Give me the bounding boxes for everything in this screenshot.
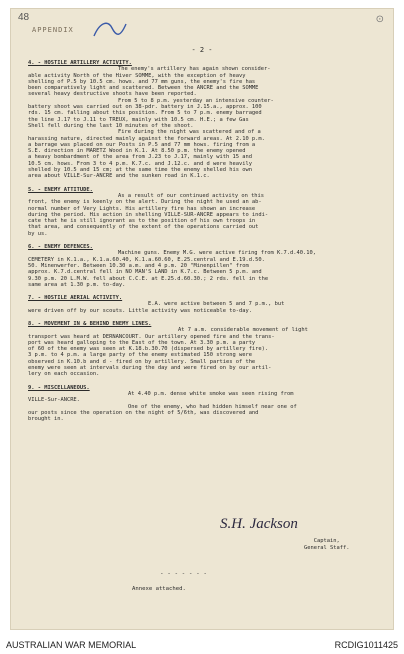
text-line: front, the enemy is keenly on the alert. During the night he used an ab- xyxy=(28,199,262,206)
text-line: S.E. direction in MARETZ Wood in K.1. At 8.50 p.m. the enemy opened xyxy=(28,148,246,155)
text-line: were driven off by our scouts. Little activity was noticeable to-day. xyxy=(28,307,252,314)
section-text xyxy=(28,66,380,179)
section-heading: 6. - ENEMY DEFENCES. xyxy=(28,244,93,251)
text-line: harassing nature, directed mainly against the forward areas. At 2.10 p.m. xyxy=(28,135,265,142)
text-line: battery shoot was carried out on 38-pdr. battery in J.15.a., approx. 100 xyxy=(28,104,262,111)
text-line: cate that he is still ignorant as to the position of his own troops in xyxy=(28,218,256,225)
section-heading: 9. - MISCELLANEOUS. xyxy=(28,384,90,391)
appendix-stamp: APPENDIX xyxy=(32,26,74,34)
text-line: enemy were seen at intervals during the day and were fired on by our artil- xyxy=(28,365,272,372)
text-line: The enemy's artillery has again shown consider- xyxy=(118,66,271,73)
text-line: same area at 1.30 p.m. to-day. xyxy=(28,281,126,288)
section-aerial-activity xyxy=(28,295,380,314)
text-line: 9.30 p.m. 20 L.M.W. fell about C.C.E. at E.25.d.60.30.; 2 rds. fell in the xyxy=(28,275,269,282)
archive-page-mark: ⊙ xyxy=(375,14,384,25)
text-line: 50. Minenwerfer. Between 10.30 a.m. and 4 p.m. 20 "Minenpillen" from xyxy=(28,262,249,269)
text-line: At 7 a.m. considerable movement of light xyxy=(178,327,308,334)
text-line: shelling of P.5 by 10.5 cm. hows. and 77 mm guns, the enemy's fire has xyxy=(28,78,256,85)
text-line: that area, and consequently of the extent of the operations carried out xyxy=(28,224,259,231)
section-enemy-attitude xyxy=(28,187,380,237)
signatory-title xyxy=(304,538,349,551)
text-line: VILLE-Sur-ANCRE. xyxy=(28,397,80,404)
text-line: approx. K.7.d.central fell in NO MAN'S LAND in K.7.c. Between 5 p.m. and xyxy=(28,269,262,276)
report-body xyxy=(28,60,380,429)
archive-name: AUSTRALIAN WAR MEMORIAL xyxy=(6,640,137,650)
section-artillery xyxy=(28,60,380,180)
text-line: As a result of our continued activity on this xyxy=(118,192,265,199)
text-line: been comparatively light and scattered. Between the ANCRE and the SOMME xyxy=(28,85,259,92)
text-line: observed in K.10.b and d - fired on by artillery. Small parties of the xyxy=(28,358,256,365)
text-line: our posts since the operation on the night of 5/6th, was discovered and xyxy=(28,409,259,416)
text-line: normal number of Very Lights. His artillery fire has shown an increase xyxy=(28,205,256,212)
record-id: RCDIG1011425 xyxy=(334,640,398,650)
text-line: Fire during the night was scattered and of a xyxy=(118,129,261,136)
text-line: At 4.40 p.m. dense white smoke was seen rising from xyxy=(128,390,294,397)
section-enemy-defences xyxy=(28,244,380,288)
signature-block xyxy=(220,516,390,556)
text-line: From 5 to 8 p.m. yesterday an intensive counter- xyxy=(118,97,274,104)
signatory-rank: Captain, xyxy=(313,538,340,544)
separator: - - - - - - - xyxy=(160,570,207,577)
section-heading: 5. - ENEMY ATTITUDE. xyxy=(28,186,93,193)
section-text xyxy=(28,391,380,422)
section-text xyxy=(28,327,380,377)
text-line: during the period. His action in shelling VILLE-SUR-ANCRE appears to indi- xyxy=(28,211,269,218)
text-line: transport was heard at DERNANCOURT. Our artillery opened fire and the trans- xyxy=(28,333,275,340)
text-line: the line J.17 to J.11 to TREUX, mainly with 10.5 cm. H.E.; a few Gas xyxy=(28,116,249,123)
archive-footer xyxy=(0,638,404,654)
text-line: 3 p.m. to 4 p.m. a large party of the enemy estimated 150 strong were xyxy=(28,352,252,359)
text-line: Shell fell during the last 10 minutes of the shoot. xyxy=(28,122,194,129)
corner-number: 48 xyxy=(18,12,30,23)
section-heading: 7. - HOSTILE AERIAL ACTIVITY. xyxy=(28,295,123,302)
page-number: - 2 - xyxy=(191,46,213,54)
text-line: lery on each occasion. xyxy=(28,371,100,378)
text-line: area about VILLE-Sur-ANCRE and the sunken road in K.1.c. xyxy=(28,173,210,180)
document-page xyxy=(10,8,394,630)
handwritten-signature: S.H. Jackson xyxy=(220,516,298,532)
pencil-mark-icon xyxy=(90,18,130,40)
text-line: 10.5 cm. hows. From 3 to 4 p.m. K.7.c. and J.12.c. and d were heavily xyxy=(28,160,252,167)
text-line: brought in. xyxy=(28,416,64,423)
section-miscellaneous xyxy=(28,385,380,423)
text-line: One of the enemy, who had hidden himself near one of xyxy=(128,403,297,410)
text-line: a heavy bombardment of the area from J.23 to J.17, mainly with 15 and xyxy=(28,154,252,161)
section-heading: 4. - HOSTILE ARTILLERY ACTIVITY. xyxy=(28,60,132,66)
text-line: shelled by 10.5 and 15 cm; at the same time the enemy shelled his own xyxy=(28,167,252,174)
text-line: Machine guns. Enemy M.G. were active firing from K.7.d.40.10, xyxy=(118,250,316,257)
text-line: port was heard galloping to the East of the town. At 3.30 p.m. a party xyxy=(28,339,256,346)
text-line: of 60 of the enemy was seen at K.18.b.30.70 (dispersed by artillery fire). xyxy=(28,346,269,353)
text-line: E.A. were active between 5 and 7 p.m., but xyxy=(148,301,285,308)
text-line: by us. xyxy=(28,230,48,237)
section-movement xyxy=(28,321,380,378)
section-text xyxy=(28,250,380,288)
text-line: able activity North of the Hiver SOMME, with the exception of heavy xyxy=(28,72,246,79)
text-line: rds. 15 cm. falling about this position. From 5 to 7 p.m. enemy barraged xyxy=(28,110,262,117)
annex-note: Annexe attached. xyxy=(132,586,186,592)
text-line: a barrage was placed on our Posts in P.5 and 77 mm hows. firing from a xyxy=(28,141,256,148)
text-line: CEMETERY in K.1.a., K.1.a.60.40, K.1.a.60.60, E.25.central and E.19.d.50. xyxy=(28,256,265,263)
section-heading: 8. - MOVEMENT IN & BEHIND ENEMY LINES. xyxy=(28,320,152,327)
signatory-unit: General Staff. xyxy=(304,544,350,551)
section-text xyxy=(28,193,380,237)
section-text xyxy=(28,301,380,314)
text-line: several heavy destructive shoots have been reported. xyxy=(28,91,197,98)
